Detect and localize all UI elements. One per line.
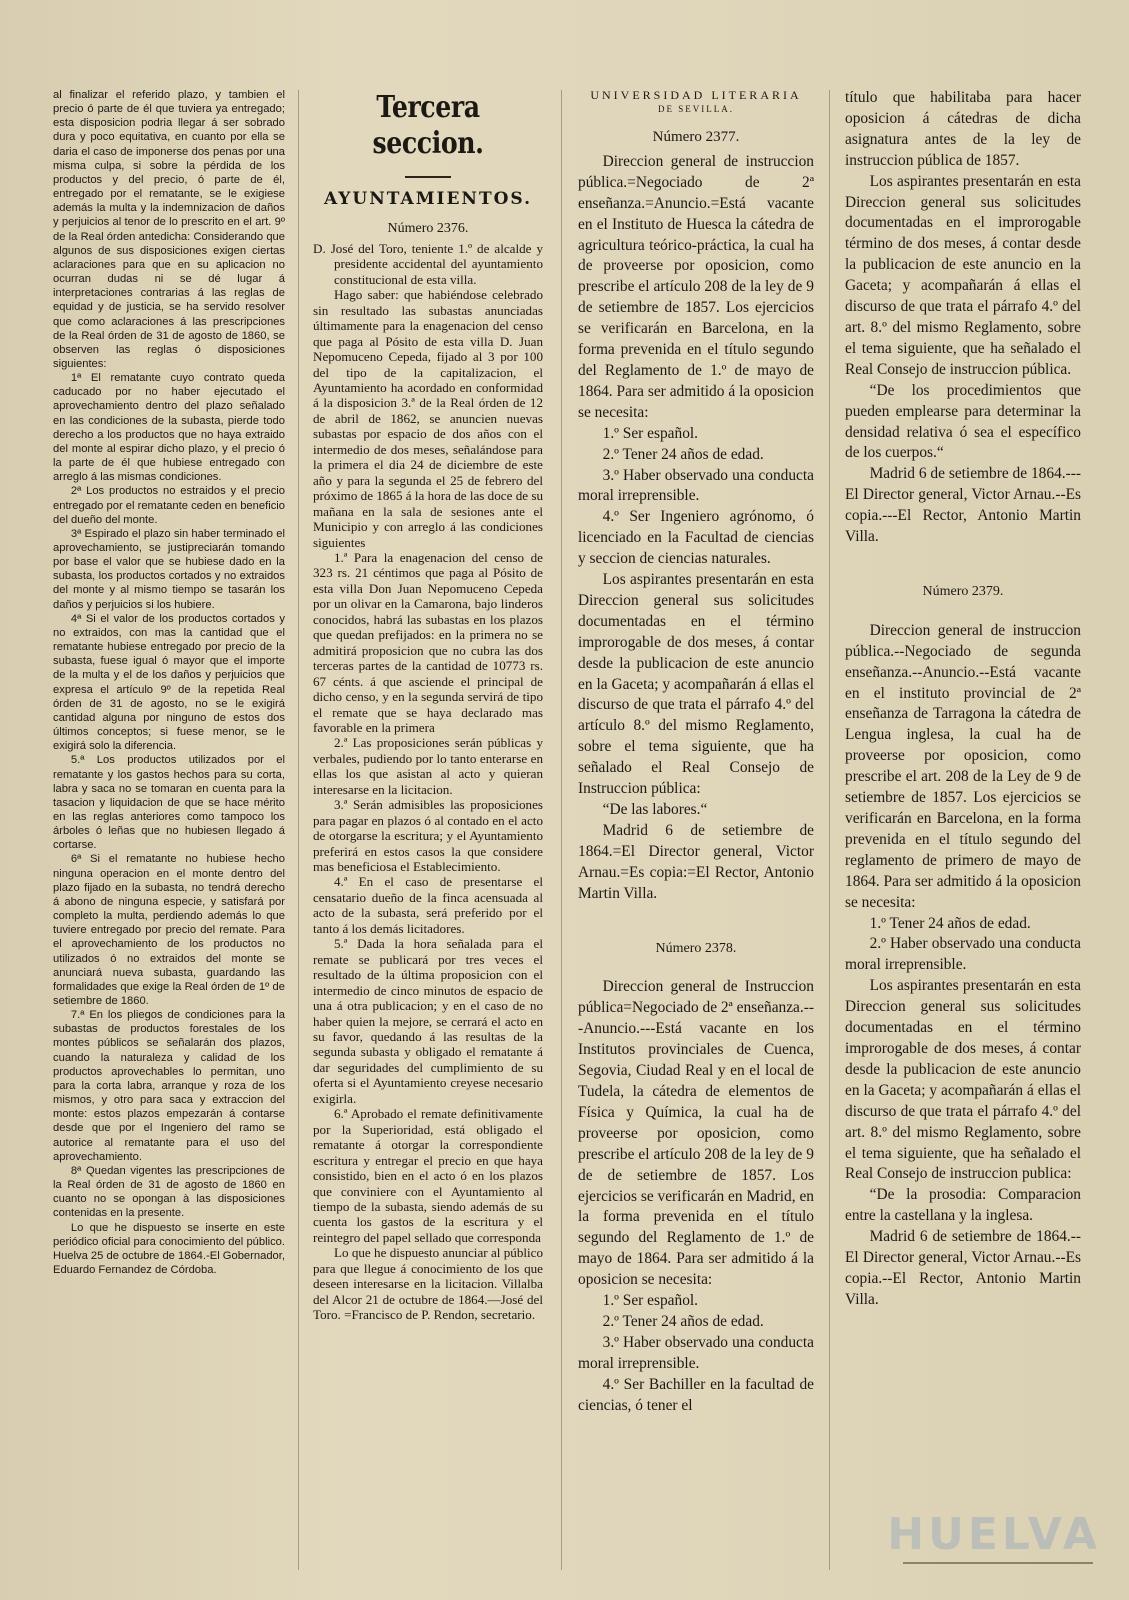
paragraph: 3.º Haber observado una conducta moral irreprensible. (578, 466, 814, 505)
paragraph: 1ª El rematante cuyo contrato queda caducado por no haber ejecutado el aprovechamiento dentro del plazo señalado en las condiciones de la subasta, pierde todo derecho a los productos que no haya extraido del monte al espirar dicho plazo, y el precio ó la parte de él que hubiese entregado con arreglo á las mismas condiciones. (53, 372, 285, 484)
paragraph: D. José del Toro, teniente 1.º de alcalde y presidente accidental del ayuntamiento constitucional de esta villa. (313, 240, 543, 287)
title-rule (405, 176, 451, 178)
paragraph: 1.º Tener 24 años de edad. (869, 914, 1031, 932)
column-divider (829, 90, 830, 1570)
paragraph: 4ª Si el valor de los productos cortados y no extraidos, con mas la cantidad que el rematante hubiese entregado por precio de la subasta, fuese igual ó mayor que el importe de la multa y el de los daños y perjuicios que expresa el artículo 9º de la repetida Real órden de 31 de agosto, no se le exigirá cantidad alguna por ninguno de estos dos últimos conceptos; si fuese menor, se le exigirá solo la diferencia. (53, 612, 285, 753)
paragraph: 4.º Ser Bachiller en la facultad de ciencias, ó tener el (578, 1375, 814, 1414)
paragraph: al finalizar el referido plazo, y tambien el precio ó parte de él que tuviera ya entregado; esta disposicion podria llegar á ser sobrado dura y poco equitativa, en cuanto por ella se daria el caso de imponerse dos penas por una misma culpa, si sobre la pérdida de los productos y del precio, ó parte de él, entregado por el rematante, se le exigiese además la multa y la indemnizacion de daños y perjuicios al tenor de lo prescrito en el art. 9º de la Real órden antedicha: Considerando que algunos de sus disposiciones exigen ciertas aclaraciones para que en su aplicacion no ocurran dudas ni se dé lugar á interpretaciones contrarias á las reglas de equidad y de justicia, se ha servido resolver que como aclaraciones á las prescripciones de la Real órden de 31 de agosto de 1860, se observen las reglas ó disposiciones siguientes: (53, 89, 285, 370)
spacer (845, 607, 1081, 621)
paragraph: 2.º Haber observado una conducta moral irreprensible. (845, 935, 1081, 974)
notice-number-2378: Número 2378. (655, 940, 737, 956)
spacer (845, 548, 1081, 576)
notice-2377-body (578, 152, 814, 905)
paragraph: 6.ª Aprobado el remate definitivamente por la Superioridad, está obligado el rematante á otorgar la correspondiente escritura y entregar el precio en que haya consistido, bien en el acto ó en los plazos que conviniere con el Ayuntamiento al tiempo de la subasta, siendo además de su cuenta los gastos de la escritura y el reintegro del papel sellado que corresponda (313, 1106, 543, 1245)
huelva-stamp-watermark: HUELVA (887, 1509, 1101, 1560)
paragraph: 3.º Haber observado una conducta moral irreprensible. (578, 1333, 814, 1372)
column-1 (53, 88, 285, 1580)
paragraph: Direccion general de Instruccion pública=Negociado de 2ª enseñanza.---Anuncio.---Está vacante en los Institutos provinciales de Cuenca, Segovia, Ciudad Real y en el local de Tudela, la cátedra de elementos de Física y Química, la cual ha de proveerse por oposicion, como prescribe el artículo 208 de la ley de 9 de de setiembre de 1857. Los ejercicios se verificarán en Madrid, en la forma prevenida en el título segundo del Reglamento de 1.º de mayo de 1864. Para ser admitido á la oposicion se necesita: (578, 978, 814, 1289)
column-3 (578, 88, 814, 1580)
paragraph: 3ª Espirado el plazo sin haber terminado el aprovechamiento, se justipreciarán tomando por base el valor que se hubiese dado en la subasta, los productos cortados y no extraidos del monte y al mismo tiempo se tasarán los daños y perjuicios si los hubiere. (53, 527, 285, 611)
paragraph: 4.º Ser Ingeniero agrónomo, ó licenciado en la Facultad de ciencias y seccion de ciencias naturales. (578, 508, 814, 568)
forestry-rules-text (53, 88, 285, 1277)
paragraph: 2.º Tener 24 años de edad. (602, 1312, 764, 1330)
paragraph: Madrid 6 de setiembre de 1864.=El Director general, Victor Arnau.=Es copia:=El Rector, Antonio Martin Villa. (578, 821, 814, 902)
notice-number-2377: Número 2377. (652, 129, 740, 145)
paragraph: 1.º Ser español. (602, 424, 699, 442)
bottom-rule (903, 1562, 1093, 1564)
paragraph: “De los procedimientos que pueden emplearse para determinar la densidad relativa ó sea el específico de los cuerpos.“ (845, 381, 1081, 462)
paragraph: Hago saber: que habiéndose celebrado sin resultado las subastas anunciadas últimamente para la enagenacion del censo que paga al Pósito de esta villa D. Juan Nepomuceno Cepeda, fijado al 3 por 100 del tipo de la capitalizacion, el Ayuntamiento ha acordado en conformidad á la disposicion 3.ª de la Real órden de 12 de abril de 1862, se anuncien nuevas subastas por espacio de dos años con el intermedio de dos meses, señalándose para la primera el dia 24 de diciembre de este año y para la segunda el 25 de febrero del próximo de 1865 á la hora de las doce de su mañana en la sala de sesiones ante el Municipio y con arreglo á las condiciones siguientes (313, 287, 543, 550)
column-4 (845, 88, 1081, 1580)
paragraph: Lo que he dispuesto se inserte en este periódico oficial para conocimiento del público. Huelva 25 de octubre de 1864.-El Gobernador, Eduardo Fernandez de Córdoba. (53, 1221, 285, 1276)
paragraph: Direccion general de instruccion pública.--Negociado de segunda enseñanza.--Anuncio.--Está vacante en el instituto provincial de 2ª enseñanza de Tarragona la cátedra de Lengua inglesa, la cual ha de proveerse por oposicion, como prescribe el art. 208 de la Ley de 9 de setiembre de 1857. Los ejercicios se verificarán en Barcelona, en la forma prevenida en el título segundo del reglamento de primero de mayo de 1864. Para ser admitido á la oposicion se necesita: (845, 621, 1081, 911)
paragraph: 1.ª Para la enagenacion del censo de 323 rs. 21 céntimos que paga al Pósito de esta villa Don Juan Nepomuceno Cepeda por un olivar en la Camarona, bajo linderos conocidos, habrá las subastas en los plazos que quedan prefijados: en la primera no se admitirá proposicion que no cubra las dos terceras partes de la cantidad de 10773 rs. 67 cénts. á que asciende el principal de dicho censo, y en la segunda servirá de tipo el remate que se haya declarado mas favorable en la primera (313, 549, 543, 735)
university-subheader: DE SEVILLA. (658, 104, 734, 114)
paragraph: Los aspirantes presentarán en esta Direccion general sus solicitudes documentadas en el término improrogable de dos meses, á contar desde la publicacion de este anuncio en la Gaceta; y acompañarán á ellas el discurso de que trata el párrafo 4.º del artículo 8.º del mismo Reglamento, sobre el tema siguiente, que ha señalado el Real Consejo de Instruccion pública: (578, 571, 814, 798)
paragraph: 2.º Tener 24 años de edad. (602, 445, 764, 463)
paragraph: 1.º Ser español. (602, 1292, 699, 1310)
notice-2378-body (578, 977, 814, 1416)
paragraph: 4.ª En el caso de presentarse el censatario dueño de la finca acensuada al acto de la subasta, será preferido por el tanto á los demás licitadores. (313, 874, 543, 936)
column-2 (313, 88, 543, 1580)
paragraph: título que habilitaba para hacer oposicion á cátedras de dicha asignatura antes de la ley de instruccion pública de 1857. (845, 89, 1081, 169)
section-title: Tercera seccion. (372, 90, 484, 161)
paragraph: 7.ª En los pliegos de condiciones para la subastas de productos forestales de los montes públicos se señalarán dos plazos, cuando la naturaleza y calidad de los productos aprovechables lo permitan, uno para la corta labra, arranque y roza de los mismos, y otro para saca y extraccion del monte: estos plazos empezarán á contarse desde que por el Ingeniero del ramo se autorice al rematante para el uso del aprovechamiento. (53, 1009, 285, 1163)
notice-number-2376: Número 2376. (387, 221, 469, 237)
paragraph: Direccion general de instruccion pública.=Negociado de 2ª enseñanza.=Anuncio.=Está vacante en el Instituto de Huesca la cátedra de agricultura teórico-práctica, la cual ha de proveerse por oposicion, como prescribe el artículo 208 de la ley de 9 de setiembre de 1857. Los ejercicios se verificarán en Barcelona, en la forma prevenida en el título segundo del Reglamento de 1.º de mayo de 1864. Para ser admitido á la oposicion se necesita: (578, 152, 814, 421)
paragraph: 5.ª Dada la hora señalada para el remate se publicará por tres veces el resultado de la última proposicion con el intermedio de cinco minutos de espacio de una á otra publicacion; y en el caso de no haber quien la mejore, se cerrará el acto en su favor, quedando á las resultas de la segunda subasta y obligado el rematante á dar seguridades del cumplimiento de su oferta si el Ayuntamiento creyese necesario exigirla. (313, 936, 543, 1106)
notice-2378-continuation (845, 88, 1081, 548)
notice-2379-body (845, 621, 1081, 1311)
paragraph: Madrid 6 de setiembre de 1864.--El Director general, Victor Arnau.--Es copia.--El Rector, Antonio Martin Villa. (845, 1228, 1081, 1308)
column-divider (298, 90, 299, 1570)
paragraph: Madrid 6 de setiembre de 1864.---El Director general, Victor Arnau.--Es copia.---El Rector, Antonio Martin Villa. (845, 465, 1081, 546)
paragraph: 5.ª Los productos utilizados por el rematante y los gastos hechos para su corta, labra y saca no se tomaran en cuenta para la tasacion y liquidacion de que se hace mérito en las reglas anteriores como tampoco los árboles ó leñas que no hubiesen llegado á cortarse. (53, 754, 285, 852)
paragraph: 8ª Quedan vigentes las prescripciones de la Real órden de 31 de agosto de 1860 en cuanto no se opongan à las disposiciones contenidas en la presente. (53, 1164, 285, 1220)
paragraph: “De las labores.“ (602, 801, 708, 818)
paragraph: 6ª Si el rematante no hubiese hecho ninguna operacion en el monte dentro del plazo fijado en la subasta, no tendrá derecho á abono de ninguna especie, y satisfará por completo la multa, perdiendo además lo que tuviere entregado por precio del remate. Para el aprovechamiento de los productos no utilizados ó no extraidos del monte se anunciará nueva subasta, guardando las formalidades que exige la Real órden de 1º de setiembre de 1860. (53, 853, 285, 1007)
paragraph: 2ª Los productos no estraidos y el precio entregado por el rematante ceden en beneficio del dueño del monte. (53, 485, 285, 526)
notice-2376-body (313, 241, 543, 1323)
paragraph: 2.ª Las proposiciones serán públicas y verbales, pudiendo por lo tanto enterarse en ellas los que asistan al acto y quieran interesarse en la licitacion. (313, 735, 543, 797)
subsection-title: AYUNTAMIENTOS. (323, 189, 533, 209)
column-divider (561, 90, 562, 1570)
paragraph: Los aspirantes presentarán en esta Direccion general sus solicitudes documentadas en el improrogable término de dos meses, á contar desde la publicacion de este anuncio en la Gaceta; y acompañarán á ellas el discurso de que trata el párrafo 4.º del art. 8.º del mismo Reglamento, sobre el tema siguiente, que ha señalado el Real Consejo de instruccion pública. (845, 172, 1081, 378)
spacer (578, 905, 814, 933)
paragraph: Lo que he dispuesto anunciar al público para que llegue á conocimiento de los que deseen interesarse en la licitacion. Villalba del Alcor 21 de octubre de 1864.—José del Toro. =Francisco de P. Rendon, secretario. (313, 1245, 543, 1323)
spacer (578, 963, 814, 977)
university-header: UNIVERSIDAD LITERARIA (590, 88, 802, 102)
paragraph: 3.ª Serán admisibles las proposiciones para pagar en plazos ó al contado en el acto de otorgarse la escritura; y el Ayuntamiento preferirá en estos casos la que considere mas beneficiosa el Establecimiento. (313, 797, 543, 875)
notice-number-2379: Número 2379. (922, 583, 1004, 599)
paragraph: “De la prosodia: Comparacion entre la castellana y la inglesa. (845, 1186, 1081, 1225)
paragraph: Los aspirantes presentarán en esta Direccion general sus solicitudes documentadas en el término improrogable de dos meses, á contar desde la publicacion de este anuncio en la Gaceta; y acompañarán á ellas el discurso de que trata el párrafo 4.º del art. 8.º del mismo Reglamento, sobre el tema siguiente, que ha señalado el Real Consejo de instruccion publica: (845, 977, 1081, 1183)
